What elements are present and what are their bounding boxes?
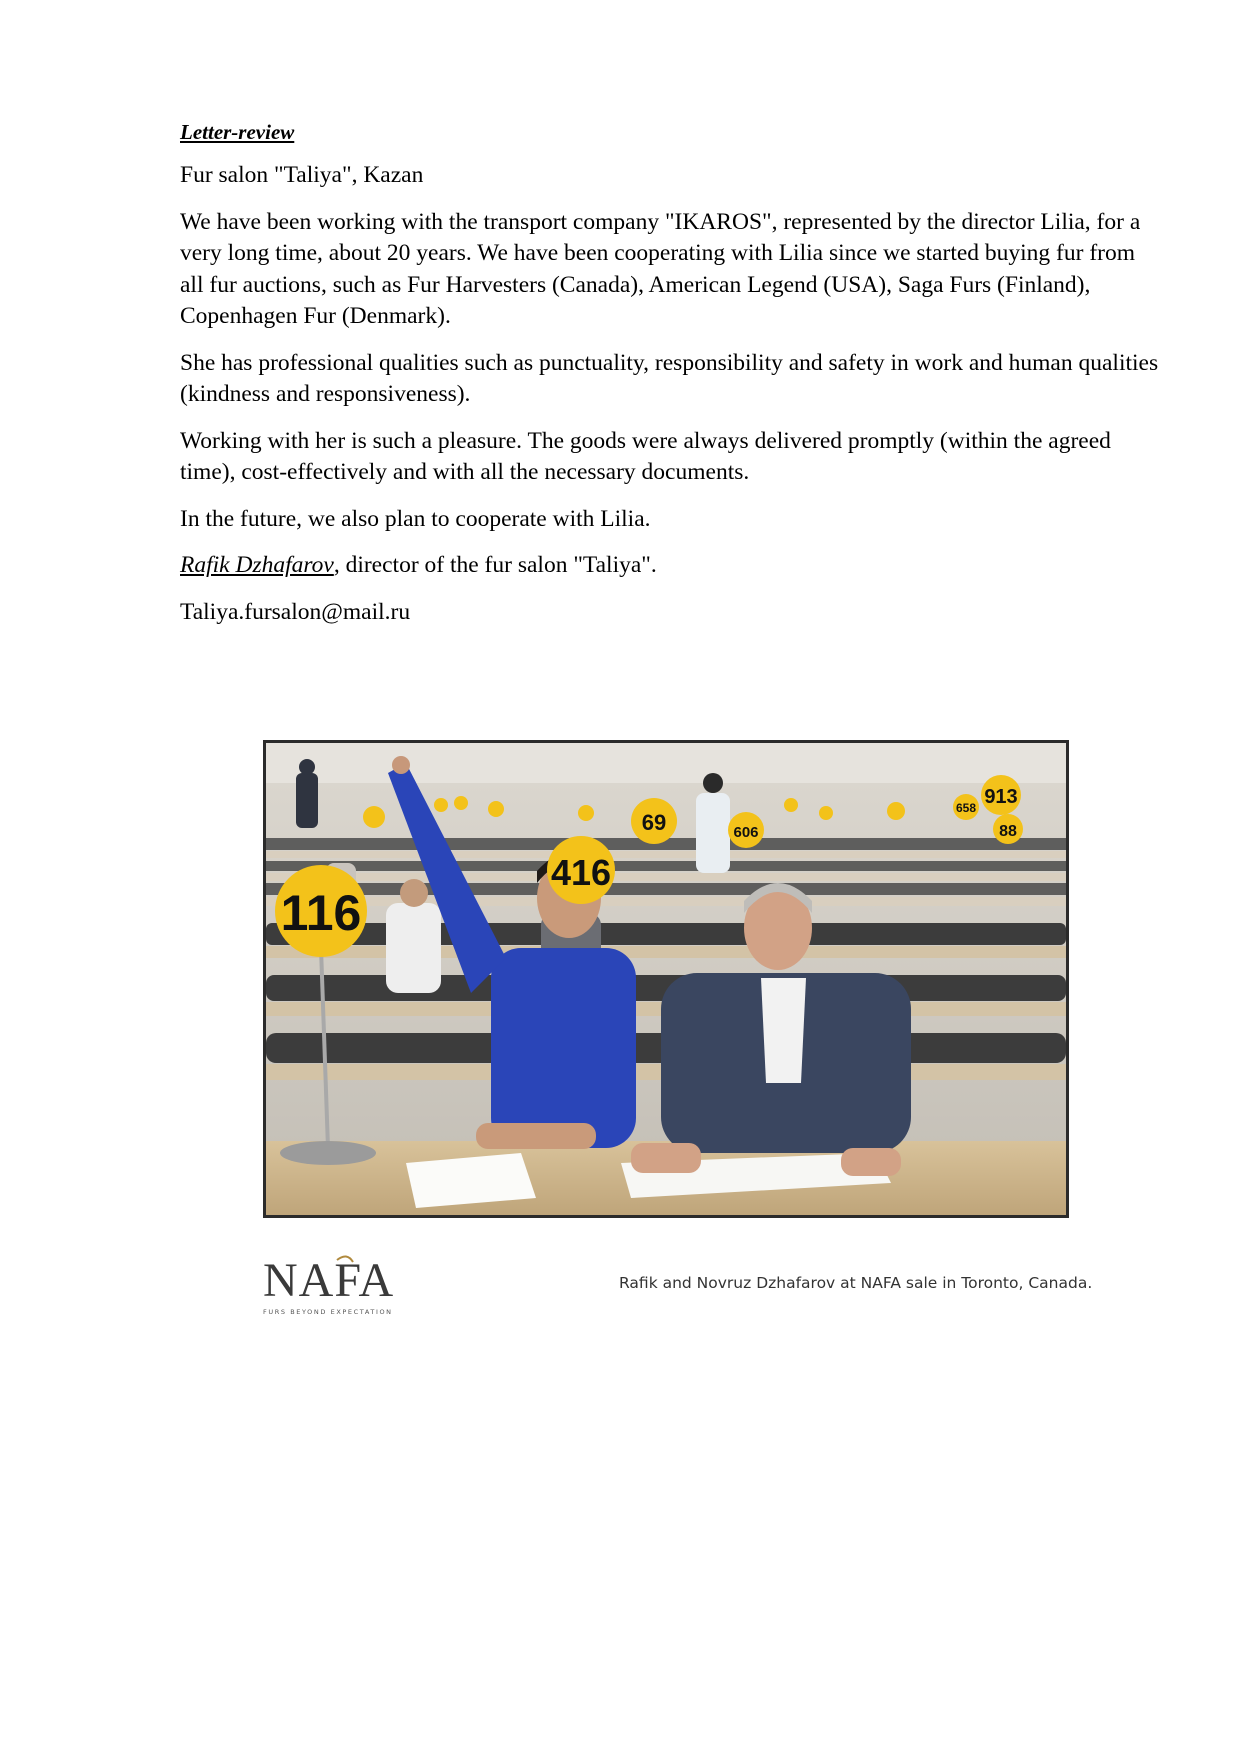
paddle-913: 913 <box>984 786 1018 808</box>
letter-body <box>180 118 1160 643</box>
paragraph-4: In the future, we also plan to cooperate with Lilia. <box>180 505 651 532</box>
paragraph-3: Working with her is such a pleasure. The goods were always delivered promptly (within the agreed time), cost-effectively and with all the necessary documents. <box>180 427 1111 485</box>
signature-title: , director of the fur salon "Taliya". <box>333 552 657 578</box>
paddle-606: 606 <box>733 824 759 841</box>
nafa-tagline: FURS BEYOND EXPECTATION <box>263 1308 393 1316</box>
letter-title: Letter-review <box>180 120 295 144</box>
paddle-88: 88 <box>999 823 1017 840</box>
recipient-line: Fur salon "Taliya", Kazan <box>180 162 424 188</box>
email-line: Taliya.fursalon@mail.ru <box>180 598 411 625</box>
paddle-116: 116 <box>280 885 362 941</box>
nafa-logo <box>261 1250 401 1320</box>
signature-name: Rafik Dzhafarov <box>180 552 334 578</box>
paragraph-1: We have been working with the transport company "IKAROS", represented by the director Lilia, for a very long time, about 20 years. We have been cooperating with Lilia since we started buying fur from all fur auctions, such as Fur Harvesters (Canada), American Legend (USA), Saga Furs (Finland), Copenhagen Fur (Denmark). <box>180 208 1141 329</box>
photo-caption: Rafik and Novruz Dzhafarov at NAFA sale in Toronto, Canada. <box>619 1274 1093 1292</box>
auction-photo <box>263 740 1069 1218</box>
paddle-658: 658 <box>955 801 977 815</box>
paragraph-2: She has professional qualities such as punctuality, responsibility and safety in work and human qualities (kindness and responsiveness). <box>180 349 1159 407</box>
paddle-416: 416 <box>550 852 612 893</box>
signature-line <box>180 550 1160 582</box>
nafa-wordmark: NAFA <box>263 1254 395 1307</box>
paddle-69: 69 <box>641 810 667 835</box>
